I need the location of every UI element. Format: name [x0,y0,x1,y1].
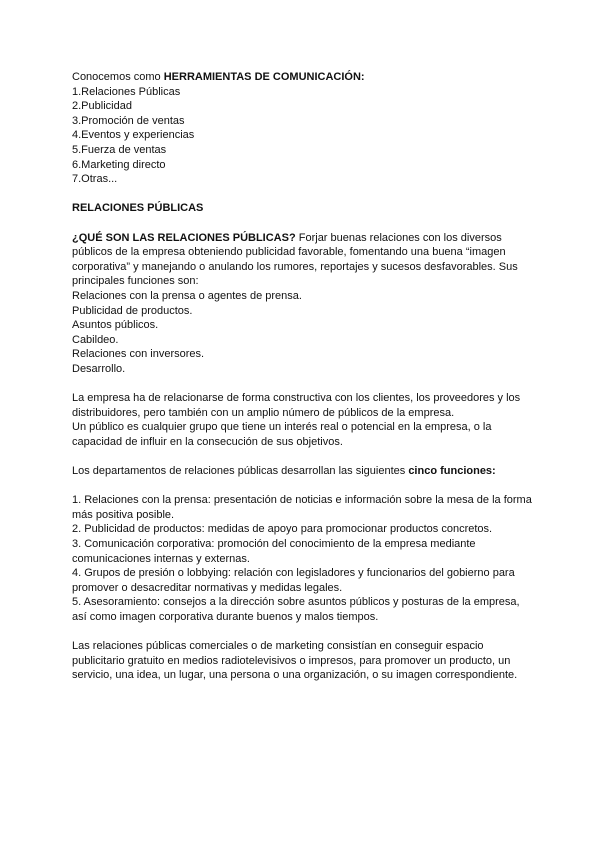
list-item: Relaciones con la prensa o agentes de prensa. [72,289,302,302]
company-paragraph: La empresa ha de relacionarse de forma constructiva con los clientes, los proveedores y los distribuidores, pero también con un amplio número de públicos de la empresa. [72,392,521,419]
tools-list [72,85,532,187]
five-functions-list [72,493,532,624]
public-paragraph: Un público es cualquier grupo que tiene un interés real o potencial en la empresa, o la capacidad de influir en la consecución de sus objetivos. [72,421,492,448]
list-item: Asuntos públicos. [72,319,159,332]
list-item: Desarrollo. [72,362,126,375]
list-item: 4.Eventos y experiencias [72,129,195,142]
question-bold: ¿QUÉ SON LAS RELACIONES PÚBLICAS? [72,231,296,244]
section-title: RELACIONES PÚBLICAS [72,202,204,215]
departments-bold: cinco funciones: [408,465,496,478]
list-item: 1. Relaciones con la prensa: presentación de noticias e información sobre la mesa de la forma más positiva posible. [72,494,532,521]
list-item: 3.Promoción de ventas [72,114,185,127]
list-item: Publicidad de productos. [72,304,193,317]
list-item: 7.Otras... [72,173,118,186]
question-paragraph [72,231,532,289]
departments-text: Los departamentos de relaciones públicas desarrollan las siguientes [72,465,409,478]
departments-paragraph [72,464,532,479]
list-item: 1.Relaciones Públicas [72,85,181,98]
document-page [72,70,532,683]
question-text: Forjar buenas relaciones con los diversos públicos de la empresa obteniendo publicidad favorable, fomentando una buena “imagen corporativa” y manejando o anulando los rumores, reportajes y sucesos desfavorables. Sus principales funciones son: [72,231,518,288]
list-item: 5.Fuerza de ventas [72,143,167,156]
list-item: 6.Marketing directo [72,158,166,171]
intro-bold: HERRAMIENTAS DE COMUNICACIÓN: [163,71,365,83]
list-item: 4. Grupos de presión o lobbying: relación con legisladores y funcionarios del gobierno para promover o desacreditar normativas y medidas legales. [72,567,515,594]
intro-text: Conocemos como [72,71,164,83]
closing-paragraph: Las relaciones públicas comerciales o de marketing consistían en conseguir espacio publicitario gratuito en medios radiotelevisivos o impresos, para promover un producto, un servicio, una idea, un lugar, una persona o una organización, o su imagen correspondiente. [72,640,518,682]
list-item: Cabildeo. [72,333,119,346]
list-item: Relaciones con inversores. [72,348,205,361]
list-item: 2.Publicidad [72,100,132,113]
functions-list [72,289,532,377]
list-item: 2. Publicidad de productos: medidas de apoyo para promocionar productos concretos. [72,523,493,536]
list-item: 3. Comunicación corporativa: promoción del conocimiento de la empresa mediante comunicaciones internas y externas. [72,538,476,565]
intro-line [72,70,532,85]
list-item: 5. Asesoramiento: consejos a la dirección sobre asuntos públicos y posturas de la empresa, así como imagen corporativa durante buenos y malos tiempos. [72,596,520,623]
